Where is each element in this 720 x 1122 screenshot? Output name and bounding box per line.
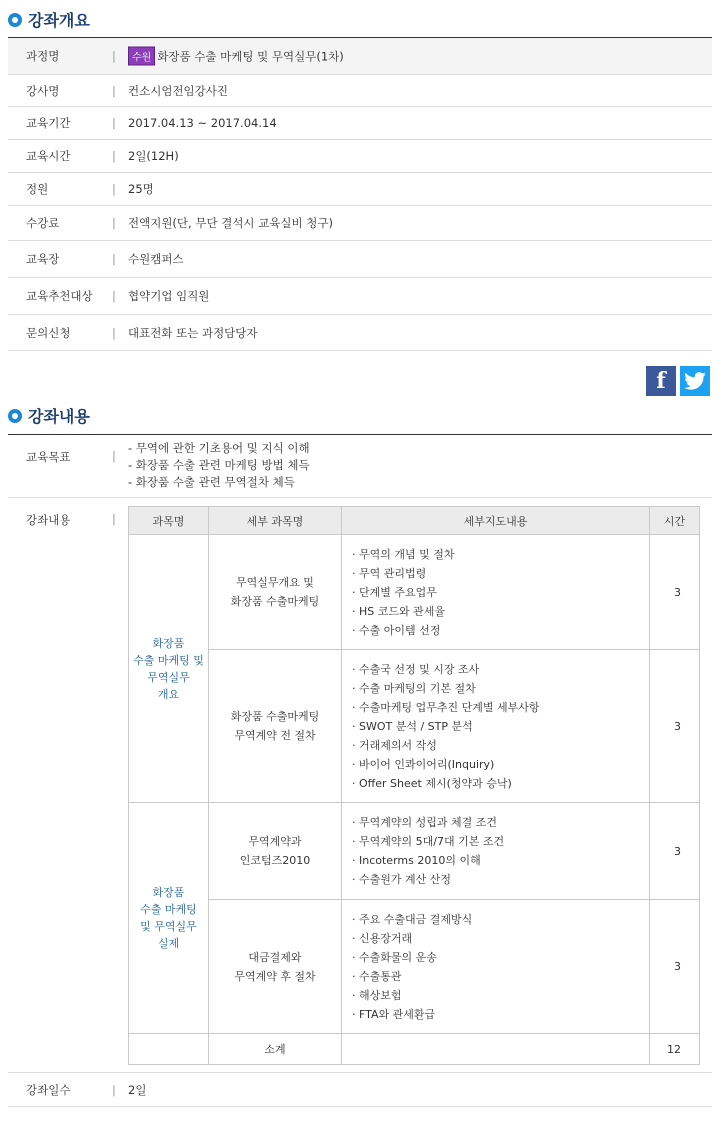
table-row bbox=[129, 803, 700, 900]
info-row-period bbox=[8, 107, 712, 140]
col-header-hours: 시간 bbox=[650, 507, 700, 535]
subtotal-row bbox=[129, 1034, 700, 1065]
hours-cell: 3 bbox=[650, 900, 700, 1034]
empty-cell bbox=[342, 1034, 650, 1065]
info-label: 과정명 bbox=[26, 49, 60, 63]
separator: | bbox=[112, 83, 116, 98]
col-header-sub-subject: 세부 과목명 bbox=[209, 507, 342, 535]
info-label: 교육추천대상 bbox=[26, 289, 93, 303]
detail-item: · FTA와 관세환급 bbox=[352, 1005, 648, 1024]
info-row-target bbox=[8, 278, 712, 315]
details-cell bbox=[342, 803, 650, 900]
detail-item: · 신용장거래 bbox=[352, 929, 648, 948]
overview-section-title bbox=[8, 8, 90, 31]
info-label: 교육장 bbox=[26, 252, 60, 266]
info-label: 강사명 bbox=[26, 83, 60, 98]
detail-item: · 수출 마케팅의 기본 절차 bbox=[352, 679, 648, 698]
info-value: 컨소시엄전임강사진 bbox=[128, 83, 228, 98]
table-row bbox=[129, 650, 700, 803]
separator: | bbox=[112, 512, 116, 526]
separator: | bbox=[112, 449, 116, 463]
empty-cell bbox=[129, 1034, 209, 1065]
section-bullet-icon bbox=[8, 13, 22, 27]
course-name bbox=[128, 47, 344, 66]
info-row-inquiry bbox=[8, 315, 712, 351]
goal-item: - 무역에 관한 기초용어 및 지식 이해 bbox=[128, 441, 310, 455]
detail-item: · 거래제의서 작성 bbox=[352, 736, 648, 755]
info-label: 정원 bbox=[26, 182, 49, 196]
details-cell bbox=[342, 900, 650, 1034]
twitter-share-button[interactable] bbox=[680, 366, 710, 396]
info-row-venue bbox=[8, 241, 712, 278]
curriculum-table bbox=[128, 506, 700, 1065]
hours-cell: 3 bbox=[650, 535, 700, 650]
overview-title: 강좌개요 bbox=[28, 11, 90, 30]
detail-item: · 무역의 개념 및 절차 bbox=[352, 545, 648, 564]
subject-cell: 무역계약과 인코텀즈2010 bbox=[209, 803, 342, 900]
detail-item: · Incoterms 2010의 이해 bbox=[352, 851, 648, 870]
info-value: 수원캠퍼스 bbox=[128, 252, 184, 266]
info-row-course bbox=[8, 38, 712, 75]
detail-item: · 수출화물의 운송 bbox=[352, 948, 648, 967]
goal-label: 교육목표 bbox=[26, 450, 71, 464]
detail-item: · 수출국 선정 및 시장 조사 bbox=[352, 660, 648, 679]
info-value: 25명 bbox=[128, 182, 154, 196]
curriculum-label: 강좌내용 bbox=[26, 513, 71, 527]
separator: | bbox=[112, 252, 116, 266]
table-row bbox=[129, 900, 700, 1034]
goal-item: - 화장품 수출 관련 무역절차 체득 bbox=[128, 475, 295, 489]
subtotal-label: 소계 bbox=[209, 1034, 342, 1065]
detail-item: · 바이어 인콰이어리(Inquiry) bbox=[352, 755, 648, 774]
days-value: 2일 bbox=[128, 1082, 147, 1097]
goal-row bbox=[8, 435, 712, 498]
info-value: 대표전화 또는 과정담당자 bbox=[128, 325, 258, 340]
goal-item: - 화장품 수출 관련 마케팅 방법 체득 bbox=[128, 458, 310, 472]
info-value: 2017.04.13 ~ 2017.04.14 bbox=[128, 116, 277, 130]
info-label: 교육기간 bbox=[26, 116, 71, 130]
info-row-instructor bbox=[8, 75, 712, 107]
detail-item: · 무역 관리법령 bbox=[352, 564, 648, 583]
subtotal-hours: 12 bbox=[650, 1034, 700, 1065]
subject-cell: 화장품 수출마케팅 무역계약 전 절차 bbox=[209, 650, 342, 803]
detail-item: · 무역계약의 5대/7대 기본 조건 bbox=[352, 832, 648, 851]
info-value: 전액지원(단, 무단 결석시 교육실비 청구) bbox=[128, 216, 333, 230]
separator: | bbox=[112, 149, 116, 163]
content-section-title bbox=[8, 404, 90, 427]
table-row bbox=[129, 535, 700, 650]
hours-cell: 3 bbox=[650, 803, 700, 900]
separator: | bbox=[112, 116, 116, 130]
detail-item: · 해상보험 bbox=[352, 986, 648, 1005]
goal-list bbox=[128, 440, 310, 491]
section-bullet-icon bbox=[8, 409, 22, 423]
days-label: 강좌일수 bbox=[26, 1082, 71, 1097]
info-label: 수강료 bbox=[26, 216, 60, 230]
info-row-hours bbox=[8, 140, 712, 173]
detail-item: · HS 코드와 관세율 bbox=[352, 602, 648, 621]
detail-item: · 수출마케팅 업무추진 단계별 세부사항 bbox=[352, 698, 648, 717]
detail-item: · 주요 수출대금 결제방식 bbox=[352, 910, 648, 929]
detail-item: · 수출원가 계산 산정 bbox=[352, 870, 648, 889]
info-label: 문의신청 bbox=[26, 325, 71, 340]
info-row-fee bbox=[8, 206, 712, 241]
separator: | bbox=[112, 1082, 116, 1097]
detail-item: · Offer Sheet 제시(청약과 승낙) bbox=[352, 774, 648, 793]
detail-item: · 수출 아이템 선정 bbox=[352, 621, 648, 640]
subject-cell: 대금결제와 무역계약 후 절차 bbox=[209, 900, 342, 1034]
info-label: 교육시간 bbox=[26, 149, 71, 163]
twitter-icon bbox=[684, 372, 706, 390]
info-value: 2일(12H) bbox=[128, 149, 179, 163]
detail-item: · 수출통관 bbox=[352, 967, 648, 986]
table-header-row bbox=[129, 507, 700, 535]
facebook-share-button[interactable] bbox=[646, 366, 676, 396]
info-row-capacity bbox=[8, 173, 712, 206]
separator: | bbox=[112, 49, 116, 63]
col-header-details: 세부지도내용 bbox=[342, 507, 650, 535]
subject-cell: 무역실무개요 및 화장품 수출마케팅 bbox=[209, 535, 342, 650]
content-title: 강좌내용 bbox=[28, 407, 90, 426]
info-value: 협약기업 임직원 bbox=[128, 289, 210, 303]
separator: | bbox=[112, 289, 116, 303]
detail-item: · SWOT 분석 / STP 분석 bbox=[352, 717, 648, 736]
separator: | bbox=[112, 216, 116, 230]
detail-item: · 무역계약의 성립과 체결 조건 bbox=[352, 813, 648, 832]
course-title: 화장품 수출 마케팅 및 무역실무(1차) bbox=[157, 49, 344, 64]
category-cell: 화장품 수출 마케팅 및 무역실무 개요 bbox=[129, 535, 209, 803]
separator: | bbox=[112, 182, 116, 196]
details-cell bbox=[342, 650, 650, 803]
category-cell: 화장품 수출 마케팅 및 무역실무 실제 bbox=[129, 803, 209, 1034]
hours-cell: 3 bbox=[650, 650, 700, 803]
facebook-icon: f bbox=[656, 368, 666, 394]
days-row bbox=[8, 1073, 712, 1107]
col-header-subject: 과목명 bbox=[129, 507, 209, 535]
details-cell bbox=[342, 535, 650, 650]
separator: | bbox=[112, 325, 116, 340]
campus-badge: 수원 bbox=[128, 47, 155, 66]
detail-item: · 단계별 주요업무 bbox=[352, 583, 648, 602]
